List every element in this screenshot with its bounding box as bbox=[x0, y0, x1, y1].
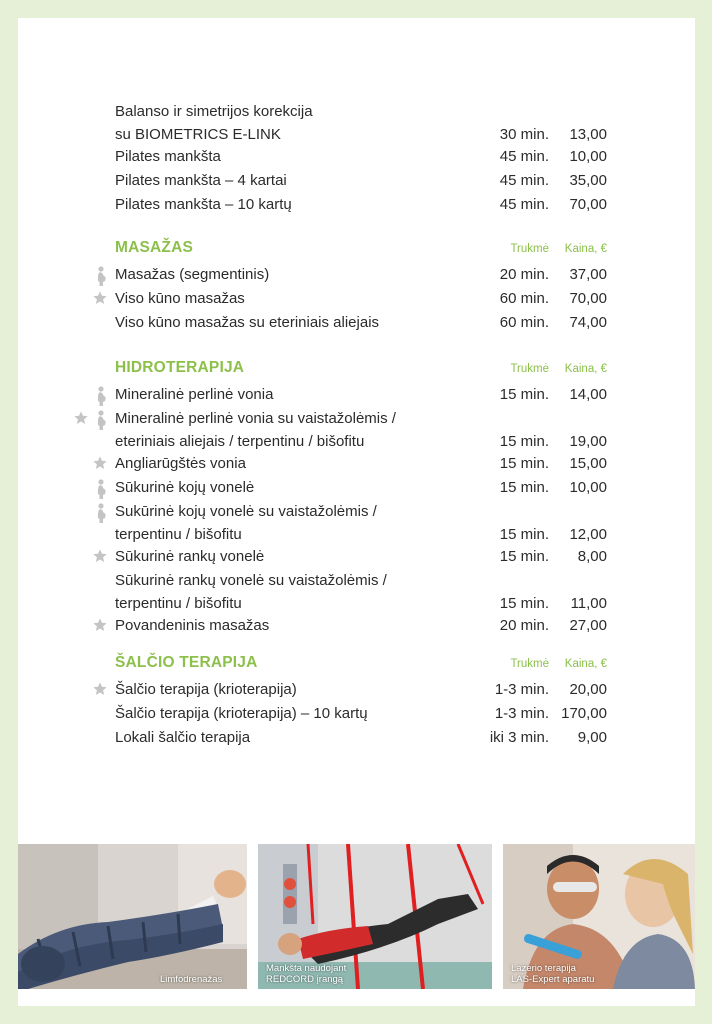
service-name bbox=[115, 193, 292, 216]
caption-line: Mankšta naudojant bbox=[266, 963, 347, 974]
service-name-line-2: eteriniais aliejais / terpentinu / bišofitu bbox=[115, 433, 365, 450]
price-row bbox=[18, 193, 695, 216]
price-row bbox=[18, 383, 695, 406]
lymph-drainage-image bbox=[18, 844, 247, 989]
service-price: 14,00 bbox=[569, 386, 607, 403]
service-price: 20,00 bbox=[569, 681, 607, 698]
service-name bbox=[115, 383, 273, 406]
service-name bbox=[115, 614, 269, 637]
section-title: ŠALČIO TERAPIJA bbox=[115, 654, 258, 671]
service-name bbox=[115, 476, 254, 499]
star-icon bbox=[73, 410, 89, 433]
service-price: 27,00 bbox=[569, 617, 607, 634]
column-header-duration: Trukmė bbox=[510, 658, 549, 670]
photo-caption bbox=[160, 974, 222, 985]
service-name bbox=[115, 311, 379, 334]
service-name-line: Viso kūno masažas su eteriniais aliejais bbox=[115, 314, 380, 331]
price-row bbox=[18, 287, 695, 310]
service-name bbox=[115, 169, 287, 192]
price-row bbox=[18, 545, 695, 568]
pregnant-icon bbox=[94, 410, 108, 437]
service-name-line: Sūkurinė kojų vonelė bbox=[115, 479, 255, 496]
service-name-line: Sūkurinė rankų vonelė bbox=[115, 548, 265, 565]
column-header-duration: Trukmė bbox=[510, 363, 549, 375]
caption-line: Limfodrenažas bbox=[160, 974, 223, 985]
caption-line-2: LAS-Expert aparatu bbox=[511, 974, 595, 985]
service-name bbox=[115, 452, 246, 475]
service-duration: 45 min. bbox=[499, 148, 549, 165]
service-duration: 20 min. bbox=[499, 617, 549, 634]
price-row bbox=[18, 311, 695, 334]
photo-strip bbox=[18, 844, 695, 989]
service-name-line: Masažas (segmentinis) bbox=[115, 266, 270, 283]
section-header bbox=[18, 654, 695, 676]
service-duration: 15 min. bbox=[499, 595, 549, 612]
service-duration: 15 min. bbox=[499, 433, 549, 450]
service-price: 10,00 bbox=[569, 479, 607, 496]
column-header-duration: Trukmė bbox=[510, 243, 549, 255]
photo-caption bbox=[266, 963, 346, 985]
service-name bbox=[115, 678, 297, 701]
service-name-line: Šalčio terapija (krioterapija) – 10 kartų bbox=[115, 705, 368, 722]
price-row bbox=[18, 476, 695, 499]
price-row bbox=[18, 614, 695, 637]
price-row bbox=[18, 100, 695, 146]
service-duration: 45 min. bbox=[499, 172, 549, 189]
price-list-page bbox=[18, 18, 695, 1006]
service-price: 11,00 bbox=[570, 595, 607, 612]
service-name-line-2: terpentinu / bišofitu bbox=[115, 526, 242, 543]
service-price: 12,00 bbox=[569, 526, 607, 543]
price-row bbox=[18, 702, 695, 725]
service-price: 70,00 bbox=[569, 196, 607, 213]
service-duration: 15 min. bbox=[499, 526, 549, 543]
service-name bbox=[115, 569, 387, 615]
service-name-line: Pilates mankšta bbox=[115, 148, 221, 165]
section-header bbox=[18, 359, 695, 381]
star-icon bbox=[92, 290, 108, 313]
price-row bbox=[18, 169, 695, 192]
price-row bbox=[18, 726, 695, 749]
star-icon bbox=[92, 548, 108, 571]
service-price: 8,00 bbox=[577, 548, 607, 565]
price-row bbox=[18, 263, 695, 286]
service-duration: 60 min. bbox=[499, 290, 549, 307]
service-name bbox=[115, 726, 250, 749]
pregnant-icon bbox=[94, 503, 108, 530]
price-row bbox=[18, 678, 695, 701]
section-header bbox=[18, 239, 695, 261]
caption-line: Lazerio terapija bbox=[511, 963, 576, 974]
section-title: MASAŽAS bbox=[115, 239, 194, 256]
price-row bbox=[18, 500, 695, 546]
service-name bbox=[115, 702, 368, 725]
service-duration: iki 3 min. bbox=[489, 729, 549, 746]
service-price: 15,00 bbox=[569, 455, 607, 472]
star-icon bbox=[92, 681, 108, 704]
service-name bbox=[115, 545, 264, 568]
service-name-line: Pilates mankšta – 10 kartų bbox=[115, 196, 292, 213]
photo-laser-therapy bbox=[503, 844, 695, 989]
service-name bbox=[115, 500, 377, 546]
service-name-line-2: su BIOMETRICS E-LINK bbox=[115, 126, 281, 143]
photo-lymph-drainage bbox=[18, 844, 247, 989]
column-header-price: Kaina, € bbox=[564, 243, 607, 255]
service-name bbox=[115, 287, 245, 310]
service-duration: 1-3 min. bbox=[494, 705, 549, 722]
service-name-line: Lokali šalčio terapija bbox=[115, 729, 251, 746]
column-header-price: Kaina, € bbox=[564, 658, 607, 670]
price-row bbox=[18, 569, 695, 615]
service-price: 70,00 bbox=[569, 290, 607, 307]
photo-caption bbox=[511, 963, 594, 985]
service-name bbox=[115, 100, 313, 146]
service-name bbox=[115, 145, 221, 168]
section-title: HIDROTERAPIJA bbox=[115, 359, 245, 376]
service-duration: 15 min. bbox=[499, 548, 549, 565]
column-header-price: Kaina, € bbox=[564, 363, 607, 375]
service-duration: 30 min. bbox=[499, 126, 549, 143]
service-name-line: Povandeninis masažas bbox=[115, 617, 270, 634]
service-duration: 15 min. bbox=[499, 479, 549, 496]
service-name-line: Angliarūgštės vonia bbox=[115, 455, 246, 472]
photo-redcord bbox=[258, 844, 492, 989]
service-duration: 1-3 min. bbox=[494, 681, 549, 698]
service-name bbox=[115, 407, 396, 453]
price-row bbox=[18, 452, 695, 475]
star-icon bbox=[92, 617, 108, 640]
service-duration: 15 min. bbox=[499, 455, 549, 472]
service-name-line: Viso kūno masažas bbox=[115, 290, 245, 307]
service-name-line: Mineralinė perlinė vonia su vaistažolėmis / bbox=[115, 410, 396, 427]
service-name bbox=[115, 263, 269, 286]
star-icon bbox=[92, 455, 108, 478]
service-name-line: Mineralinė perlinė vonia bbox=[115, 386, 274, 403]
caption-line-2: REDCORD įrangą bbox=[266, 974, 344, 985]
service-price: 10,00 bbox=[569, 148, 607, 165]
service-duration: 15 min. bbox=[499, 386, 549, 403]
service-price: 13,00 bbox=[569, 126, 607, 143]
service-duration: 60 min. bbox=[499, 314, 549, 331]
service-name-line: Balanso ir simetrijos korekcija bbox=[115, 103, 313, 120]
service-name-line-2: terpentinu / bišofitu bbox=[115, 595, 242, 612]
service-duration: 45 min. bbox=[499, 196, 549, 213]
service-price: 9,00 bbox=[577, 729, 607, 746]
service-price: 74,00 bbox=[569, 314, 607, 331]
service-duration: 20 min. bbox=[499, 266, 549, 283]
service-name-line: Pilates mankšta – 4 kartai bbox=[115, 172, 287, 189]
service-price: 19,00 bbox=[569, 433, 607, 450]
service-name-line: Šalčio terapija (krioterapija) bbox=[115, 681, 297, 698]
service-price: 37,00 bbox=[569, 266, 607, 283]
service-name-line: Sukūrinė kojų vonelė su vaistažolėmis / bbox=[115, 503, 377, 520]
price-row bbox=[18, 145, 695, 168]
service-name-line: Sūkurinė rankų vonelė su vaistažolėmis / bbox=[115, 572, 387, 589]
service-price: 170,00 bbox=[561, 705, 607, 722]
price-row bbox=[18, 407, 695, 453]
service-price: 35,00 bbox=[569, 172, 607, 189]
